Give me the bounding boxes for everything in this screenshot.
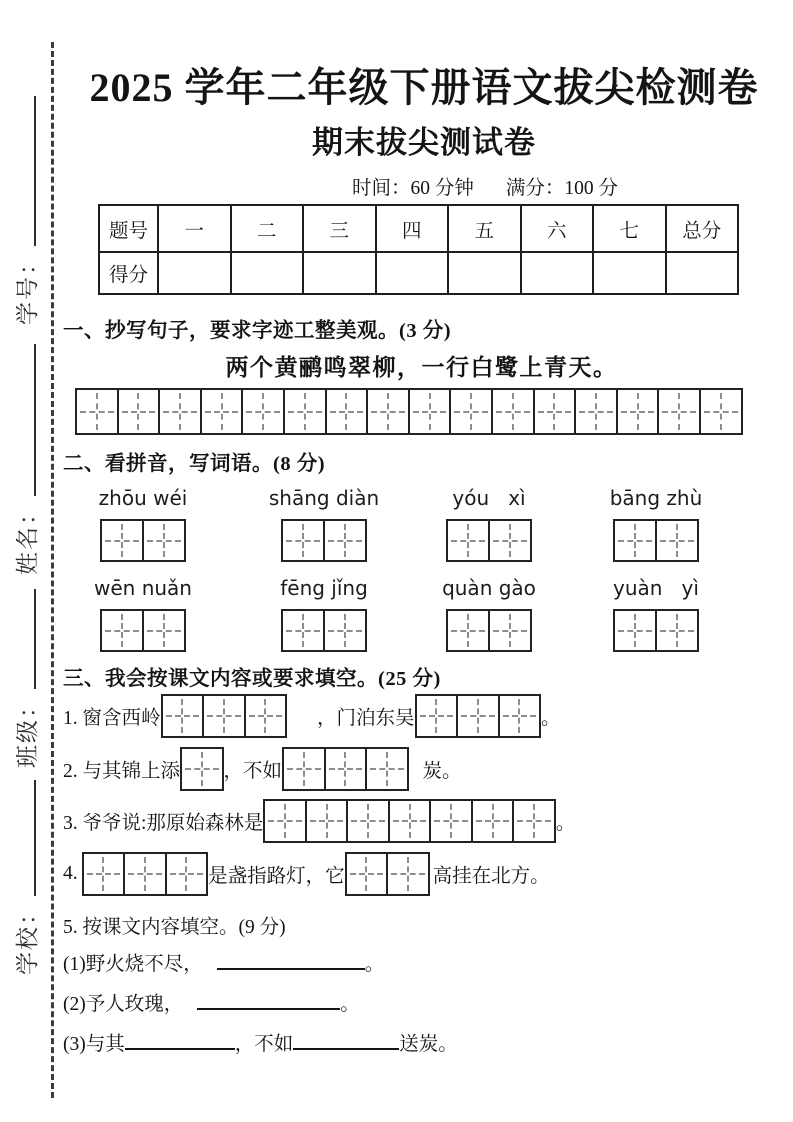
- answer-cell: [655, 609, 699, 652]
- student-name-blank: [34, 344, 36, 496]
- answer-cell: [244, 694, 288, 738]
- question-4: [63, 850, 550, 898]
- score-cell-empty: [376, 252, 449, 294]
- score-table-header-cell: 五: [448, 205, 521, 252]
- answer-cell: [283, 388, 327, 435]
- pinyin-label: wēn nuǎn: [94, 576, 192, 600]
- question-4-text: 4.: [63, 863, 78, 884]
- word-answer-grid: [613, 609, 699, 652]
- answer-cell: [699, 388, 743, 435]
- answer-grid: [82, 852, 209, 896]
- pinyin-label: bāng zhù: [609, 486, 703, 510]
- answer-cell: [325, 388, 369, 435]
- answer-cell: [613, 519, 657, 562]
- answer-cell: [446, 519, 490, 562]
- word-answer-grid: [100, 519, 186, 562]
- score-cell-empty: [448, 252, 521, 294]
- question-1-text: ，门泊东吴: [317, 708, 415, 729]
- q5-item-3-text: ，不如: [234, 1034, 294, 1055]
- answer-cell: [158, 388, 202, 435]
- student-id-field: [9, 96, 41, 325]
- school-blank: [34, 780, 36, 896]
- answer-cell: [123, 852, 167, 896]
- answer-cell: [263, 799, 307, 843]
- score-cell-empty: [231, 252, 304, 294]
- fill-blank: [125, 1029, 235, 1051]
- score-cell-empty: [593, 252, 666, 294]
- answer-cell: [491, 388, 535, 435]
- pinyin-label: yuàn yì: [613, 576, 699, 600]
- score-table-header-cell: 四: [376, 205, 449, 252]
- answer-cell: [415, 694, 459, 738]
- word-answer-grid: [613, 519, 699, 562]
- question-5-item-1: [63, 948, 384, 976]
- score-cell-empty: [158, 252, 231, 294]
- score-table-header-row: [99, 205, 738, 252]
- answer-cell: [498, 694, 542, 738]
- answer-grid: [282, 747, 409, 791]
- answer-cell: [613, 609, 657, 652]
- answer-cell: [323, 519, 367, 562]
- pinyin-label: shāng diàn: [268, 486, 380, 510]
- question-2-text: ，不如: [223, 761, 283, 782]
- pinyin-label: yóu xì: [452, 486, 526, 510]
- score-cell-empty: [303, 252, 376, 294]
- word-answer-grid: [281, 609, 367, 652]
- answer-cell: [200, 388, 244, 435]
- q5-item-1-text: 。: [364, 954, 385, 975]
- answer-cell: [100, 609, 144, 652]
- answer-cell: [408, 388, 452, 435]
- question-5-item-2: [63, 988, 360, 1016]
- answer-grid: [263, 799, 556, 843]
- score-table: [98, 204, 739, 295]
- question-1-text: 。: [541, 708, 561, 729]
- q5-item-1-text: (1)野火烧不尽，: [63, 954, 203, 975]
- answer-grid: [415, 694, 542, 738]
- word-answer-grid: [446, 609, 532, 652]
- q5-item-2-text: (2)予人玫瑰，: [63, 994, 184, 1015]
- pinyin-label: quàn gào: [442, 576, 536, 600]
- answer-cell: [202, 694, 246, 738]
- question-2: [63, 745, 462, 793]
- q5-item-3-text: (3)与其: [63, 1034, 125, 1055]
- page-title: 2025 学年二年级下册语文拔尖检测卷: [89, 65, 759, 110]
- answer-cell: [657, 388, 701, 435]
- pinyin-label: fēng jǐng: [280, 576, 368, 600]
- answer-cell: [386, 852, 430, 896]
- question-1: [63, 692, 561, 740]
- question-5-heading: 5. 按课文内容填空。(9 分): [63, 917, 286, 938]
- score-table-header-cell: 二: [231, 205, 304, 252]
- answer-cell: [161, 694, 205, 738]
- section-three-heading: 三、我会按课文内容或要求填空。(25 分): [63, 668, 441, 690]
- answer-cell: [655, 519, 699, 562]
- copy-writing-grid: [75, 388, 743, 435]
- answer-cell: [282, 747, 326, 791]
- answer-cell: [346, 799, 390, 843]
- word-answer-grid: [446, 519, 532, 562]
- answer-cell: [488, 519, 532, 562]
- student-id-blank: [34, 96, 36, 246]
- score-row-label: 得分: [99, 252, 158, 294]
- word-answer-grid: [100, 609, 186, 652]
- class-blank: [34, 589, 36, 689]
- answer-grid: [180, 747, 224, 791]
- student-name-field: [9, 344, 41, 575]
- answer-cell: [323, 609, 367, 652]
- answer-cell: [117, 388, 161, 435]
- time-limit: 时间：60 分钟: [352, 178, 474, 199]
- answer-cell: [82, 852, 126, 896]
- school-field: [9, 780, 41, 975]
- answer-cell: [429, 799, 473, 843]
- answer-cell: [281, 609, 325, 652]
- question-2-text: 炭。: [422, 761, 462, 782]
- question-3: [63, 797, 575, 845]
- answer-grid: [161, 694, 288, 738]
- question-5-item-3: [63, 1028, 458, 1056]
- answer-cell: [180, 747, 224, 791]
- exam-meta: [352, 172, 618, 200]
- fold-dashed-line: [51, 42, 54, 1098]
- student-id-label: 学号：: [14, 250, 40, 325]
- score-table-header-cell: 一: [158, 205, 231, 252]
- score-table-header-cell: 六: [521, 205, 594, 252]
- pinyin-label: zhōu wéi: [98, 486, 188, 510]
- score-table-header-cell: 七: [593, 205, 666, 252]
- score-cell-empty: [666, 252, 739, 294]
- answer-cell: [345, 852, 389, 896]
- answer-cell: [324, 747, 368, 791]
- fill-blank: [293, 1029, 399, 1051]
- score-table-header-cell: 题号: [99, 205, 158, 252]
- answer-cell: [365, 747, 409, 791]
- answer-cell: [305, 799, 349, 843]
- section-two-heading: 二、看拼音，写词语。(8 分): [63, 453, 326, 475]
- answer-cell: [446, 609, 490, 652]
- fill-blank: [217, 949, 365, 971]
- answer-cell: [388, 799, 432, 843]
- fill-blank: [197, 989, 340, 1011]
- answer-cell: [471, 799, 515, 843]
- score-table-header-cell: 三: [303, 205, 376, 252]
- question-3-text: 3. 爷爷说:那原始森林是: [63, 813, 264, 834]
- answer-cell: [75, 388, 119, 435]
- score-table-score-row: [99, 252, 738, 294]
- answer-grid: [345, 852, 430, 896]
- question-4-text: 是盏指路灯，它: [208, 866, 345, 887]
- class-label: 班级：: [14, 693, 40, 768]
- answer-cell: [512, 799, 556, 843]
- answer-cell: [366, 388, 410, 435]
- answer-cell: [241, 388, 285, 435]
- answer-cell: [488, 609, 532, 652]
- full-score: 满分：100 分: [505, 178, 619, 199]
- question-2-text: 2. 与其锦上添: [63, 761, 181, 782]
- class-field: [9, 589, 41, 768]
- answer-cell: [533, 388, 577, 435]
- score-cell-empty: [521, 252, 594, 294]
- q5-item-3-text: 送炭。: [399, 1034, 458, 1055]
- answer-cell: [100, 519, 144, 562]
- section-one-heading: 一、抄写句子，要求字迹工整美观。(3 分): [63, 320, 452, 342]
- word-answer-grid: [281, 519, 367, 562]
- question-1-text: 1. 窗含西岭: [63, 708, 161, 729]
- answer-cell: [574, 388, 618, 435]
- school-label: 学校：: [14, 900, 40, 975]
- question-3-text: 。: [555, 813, 576, 834]
- copy-sentence: 两个黄鹂鸣翠柳，一行白鹭上青天。: [225, 355, 618, 380]
- question-4-text: 高挂在北方。: [432, 866, 550, 887]
- answer-cell: [165, 852, 209, 896]
- score-table-header-cell: 总分: [666, 205, 739, 252]
- page-subtitle: 期末拔尖测试卷: [312, 125, 536, 160]
- answer-cell: [456, 694, 500, 738]
- answer-cell: [449, 388, 493, 435]
- answer-cell: [616, 388, 660, 435]
- answer-cell: [142, 519, 186, 562]
- q5-item-2-text: 。: [340, 994, 360, 1015]
- student-name-label: 姓名：: [14, 500, 40, 575]
- answer-cell: [142, 609, 186, 652]
- answer-cell: [281, 519, 325, 562]
